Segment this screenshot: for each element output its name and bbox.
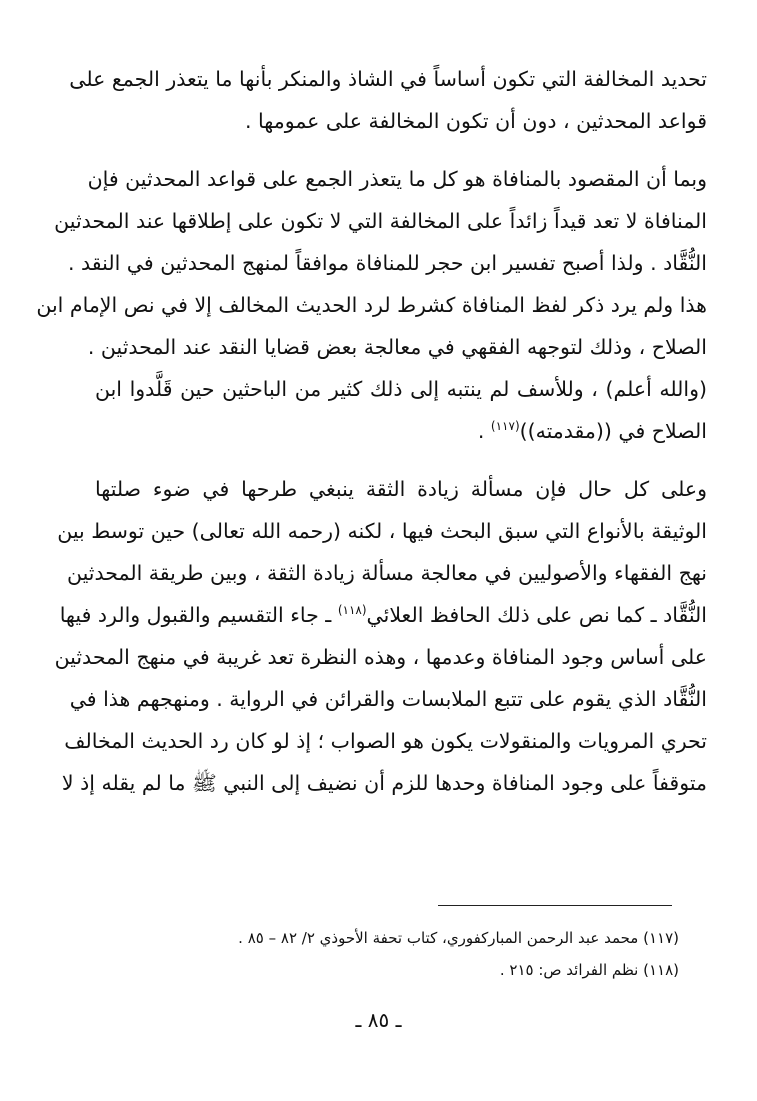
text-line: على أساس وجود المنافاة وعدمها ، وهذه النظرة تعد غريبة في منهج المحدثين	[54, 645, 707, 669]
footnotes	[95, 922, 679, 986]
text-line: نهج الفقهاء والأصوليين في معالجة مسألة زيادة الثقة ، وبين طريقة المحدثين	[66, 561, 707, 585]
text-line: الوثيقة بالأنواع التي سبق البحث فيها ، لكنه (رحمه الله تعالى) حين توسط بين	[57, 519, 707, 543]
text-line: النُّقَّاد . ولذا أصبح تفسير ابن حجر للمنافاة موافقاً لمنهج المحدثين في النقد .	[67, 251, 707, 275]
text-line: (والله أعلم) ، وللأسف لم ينتبه إلى ذلك كثير من الباحثين حين قَلَّدوا ابن	[95, 377, 707, 401]
text-line: متوقفاً على وجود المنافاة وحدها للزم أن نضيف إلى النبي ﷺ ما لم يقله إذ لا	[61, 771, 707, 795]
text-line: قواعد المحدثين ، دون أن تكون المخالفة على عمومها .	[245, 109, 707, 133]
text-segment: الصلاح في ((مقدمته))	[519, 419, 707, 443]
paragraph-3	[54, 468, 707, 804]
main-text	[36, 58, 707, 804]
footnote-reference-118[interactable]: (١١٨)	[337, 603, 367, 618]
text-line: هذا ولم يرد ذكر لفظ المنافاة كشرط لرد الحديث المخالف إلا في نص الإمام ابن	[36, 293, 707, 317]
text-line: الصلاح ، وذلك لتوجهه الفقهي في معالجة بعض قضايا النقد عند المحدثين .	[87, 335, 707, 359]
footnote-divider	[438, 905, 672, 906]
footnote-117: (١١٧) محمد عبد الرحمن المباركفوري، كتاب تحفة الأحوذي ٢/ ٨٢ – ٨٥ .	[238, 929, 679, 947]
paragraph-2	[36, 158, 707, 452]
text-line: تحديد المخالفة التي تكون أساساً في الشاذ والمنكر بأنها ما يتعذر الجمع على	[69, 67, 707, 91]
text-segment: النُّقَّاد ـ كما نص على ذلك الحافظ العلائي	[366, 603, 707, 627]
text-segment: ـ جاء التقسيم والقبول والرد فيها	[59, 603, 338, 627]
text-line: تحري المرويات والمنقولات يكون هو الصواب ؛ إذ لو كان رد الحديث المخالف	[64, 729, 707, 753]
text-line: وبما أن المقصود بالمنافاة هو كل ما يتعذر الجمع على قواعد المحدثين فإن	[87, 167, 707, 191]
text-line: المنافاة لا تعد قيداً زائداً على المخالفة التي لا تكون على إطلاقها عند المحدثين	[54, 209, 707, 233]
footnote-reference-117[interactable]: (١١٧)	[490, 419, 520, 434]
text-segment: .	[477, 419, 491, 443]
text-line	[95, 410, 707, 452]
text-line	[59, 594, 707, 636]
page-number: ـ ٨٥ ـ	[355, 1008, 402, 1032]
text-line: وعلى كل حال فإن مسألة زيادة الثقة ينبغي طرحها في ضوء صلتها	[95, 477, 707, 501]
paragraph-1	[69, 58, 707, 142]
footnote-118: (١١٨) نظم الفرائد ص: ٢١٥ .	[499, 961, 679, 979]
text-line: النُّقَّاد الذي يقوم على تتبع الملابسات والقرائن في الرواية . ومنهجهم هذا في	[69, 687, 707, 711]
